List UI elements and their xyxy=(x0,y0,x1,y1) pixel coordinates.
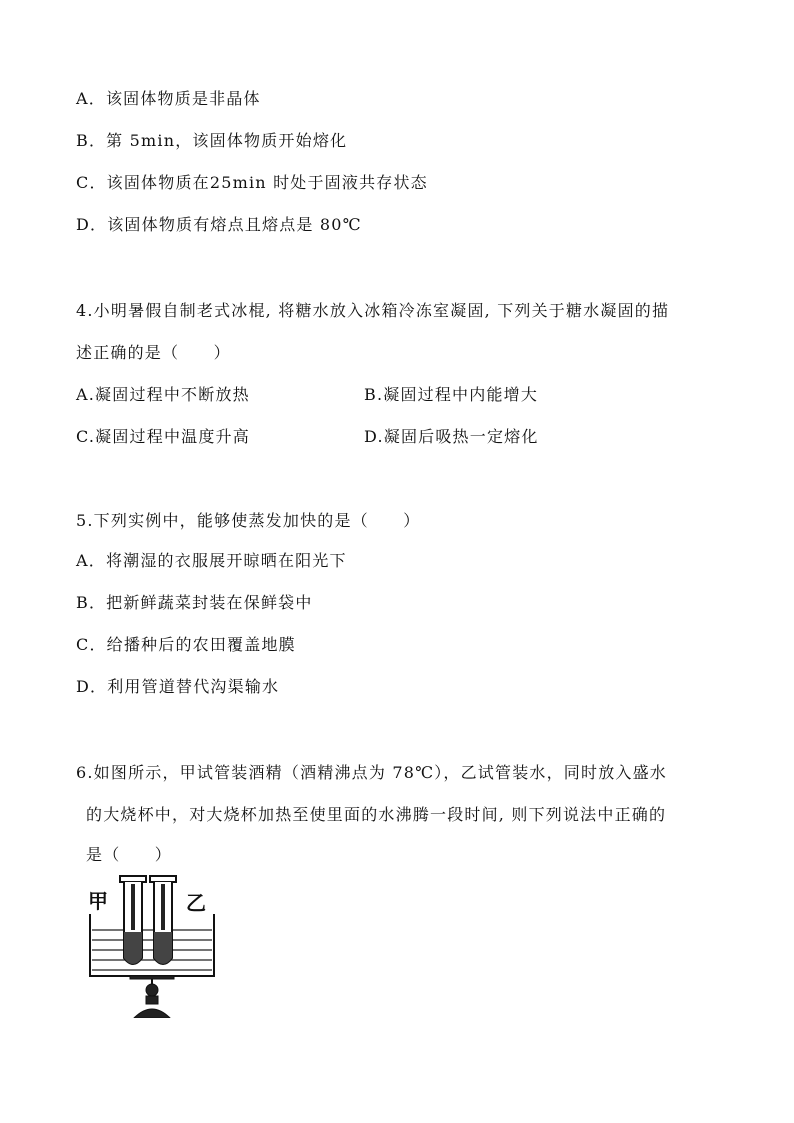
q5-stem: 5.下列实例中，能够使蒸发加快的是（ ） xyxy=(76,511,421,530)
q3-option-c: C．该固体物质在25min 时处于固液共存状态 xyxy=(76,173,428,192)
q3-option-b: B．第 5min，该固体物质开始熔化 xyxy=(76,131,348,150)
q6-stem-line-1: 6.如图所示，甲试管装酒精（酒精沸点为 78℃），乙试管装水，同时放入盛水 xyxy=(76,763,668,782)
q4-stem-line-2: 述正确的是（ ） xyxy=(76,343,231,362)
figure-label-jia: 甲 xyxy=(88,889,108,913)
q3-option-a: A．该固体物质是非晶体 xyxy=(76,89,261,108)
q4-option-c: C.凝固过程中温度升高 xyxy=(76,427,250,446)
burner xyxy=(130,976,174,1018)
q4-option-d: D.凝固后吸热一定熔化 xyxy=(364,427,539,446)
q3-option-d: D．该固体物质有熔点且熔点是 80℃ xyxy=(76,215,362,234)
beaker xyxy=(90,914,214,976)
q5-option-b: B．把新鲜蔬菜封装在保鲜袋中 xyxy=(76,593,313,612)
test-tube-jia xyxy=(120,876,146,964)
test-tube-yi xyxy=(150,876,176,964)
q4-option-a: A.凝固过程中不断放热 xyxy=(76,385,250,404)
q5-option-c: C．给播种后的农田覆盖地膜 xyxy=(76,635,296,654)
q4-stem-line-1: 4.小明暑假自制老式冰棍, 将糖水放入冰箱冷冻室凝固, 下列关于糖水凝固的描 xyxy=(76,301,670,320)
q4-option-b: B.凝固过程中内能增大 xyxy=(364,385,539,404)
q6-stem-line-3: 是（ ） xyxy=(86,845,173,864)
water-lines xyxy=(92,930,212,970)
q6-stem-line-2: 的大烧杯中，对大烧杯加热至使里面的水沸腾一段时间, 则下列说法中正确的 xyxy=(86,805,667,824)
q5-option-a: A．将潮湿的衣服展开晾晒在阳光下 xyxy=(76,551,347,570)
q5-option-d: D．利用管道替代沟渠输水 xyxy=(76,677,280,696)
beaker-test-tube-figure xyxy=(86,872,220,1018)
figure-label-yi: 乙 xyxy=(186,891,206,915)
